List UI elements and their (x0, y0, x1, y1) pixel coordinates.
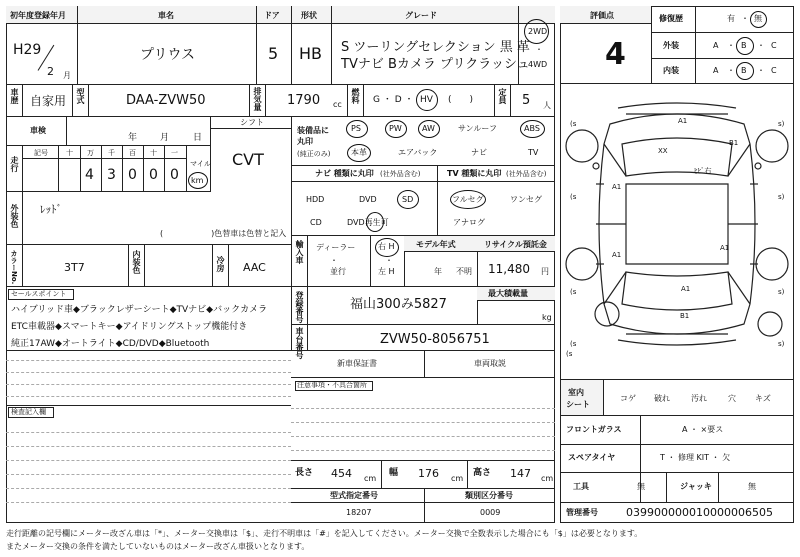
grade-line2: TVナビ Bカメラ プリクラッシュ (341, 57, 530, 72)
diagram-s-label: (s (570, 120, 577, 128)
car-diagram (560, 84, 794, 379)
type-no-value: 18207 (346, 508, 372, 517)
damage-mark: XX (658, 147, 668, 155)
car-name: プリウス (140, 47, 196, 63)
jack-label: ジャッキ (680, 482, 712, 491)
shape-label: 形状 (301, 11, 317, 20)
tools-label: 工具 (573, 482, 589, 491)
reg-month-unit: 月 (63, 71, 71, 80)
height-value: 147 (510, 467, 531, 480)
inspector-label: 検査記入欄 (11, 408, 46, 416)
width-label: 幅 (389, 468, 399, 478)
tv-oneseg: ワンセグ (510, 195, 542, 204)
seat-label-1: 室内 (568, 388, 584, 397)
mileage-digit: 3 (107, 167, 116, 183)
notes-label: 注意事項・不具合箇所 (297, 381, 367, 389)
footer-line: 走行距離の記号欄にメーター改ざん車は「*」、メーター交換車は「$」、走行不明車は「#」を記入してください。メーター交換で全数表示した場合にも「$」は必要となります。 (6, 529, 643, 538)
model-label: 型式 (76, 88, 85, 104)
footer-line: またメーター交換の条件を満たしていないものはメーター改ざん車扱いとなります。 (6, 542, 310, 551)
interior-color-label: 内装色 (132, 250, 141, 274)
height-label: 高さ (473, 468, 492, 478)
model-year-value: 不明 (456, 267, 472, 276)
sales-point-line: 純正17AW◆オートライト◆CD/DVD◆Bluetooth (11, 339, 210, 349)
tv-label: TV 種類に丸印 (447, 169, 502, 178)
spare-tire-label: スペアタイヤ (568, 453, 616, 462)
chassis-label: 車台番号 (295, 327, 304, 359)
era-year: H29 (13, 42, 42, 58)
equip-abs: ABS (524, 124, 540, 133)
class-no-value: 0009 (480, 508, 501, 517)
color-no-value: 3T7 (64, 261, 85, 274)
mileage-digit: 0 (128, 167, 137, 183)
repair-label: 修復歴 (659, 14, 683, 23)
ac-value: AAC (243, 261, 266, 274)
equip-navi: ナビ (471, 148, 487, 157)
reg-month: 2 (47, 65, 54, 78)
fuel-options: G ・ D ・ (373, 95, 414, 105)
damage-mark: ﾋﾋﾞ右 (694, 167, 712, 175)
usage-label: 車歴 (10, 88, 19, 104)
capacity-value: 5 (522, 93, 531, 108)
registration-value: 福山300み5827 (350, 297, 447, 312)
tools-value: 無 (637, 482, 645, 491)
length-label: 長さ (295, 468, 314, 478)
class-no-label: 類別区分番号 (465, 491, 513, 500)
damage-mark: A1 (678, 117, 688, 125)
tv-analog: アナログ (453, 218, 485, 227)
car-name-label: 車名 (158, 11, 174, 20)
sales-point-line: ETC車載器◆スマートキー◆アイドリングストップ機能付き (11, 322, 248, 332)
doors-label: ドア (264, 11, 280, 20)
drive-4wd: 4WD (528, 60, 548, 69)
jack-value: 無 (748, 482, 756, 491)
right-hand: 右 H (378, 242, 395, 251)
damage-mark: A1 (720, 244, 730, 252)
sales-point-line: ハイブリッド車◆ブラックレザーシート◆TVナビ◆バックカメラ (11, 305, 268, 315)
score-value: 4 (605, 37, 626, 72)
max-load-label: 最大積載量 (488, 289, 528, 298)
windshield-options: A ・ ×要ス (682, 425, 724, 434)
svg-text:(s: (s (566, 350, 573, 358)
inspection-label: 車検 (30, 126, 46, 135)
chassis-value: ZVW50-8056751 (380, 332, 490, 347)
mileage-digit: 0 (170, 167, 179, 183)
shape-value: HB (299, 44, 323, 63)
svg-text:s): s) (778, 193, 785, 201)
tv-fullseg: フルセグ (452, 195, 484, 204)
import-label: 輸入車 (295, 240, 304, 264)
svg-text:s): s) (778, 288, 785, 296)
svg-text:(s: (s (570, 193, 577, 201)
doors-value: 5 (268, 44, 279, 63)
svg-text:s): s) (778, 340, 785, 348)
equip-sunroof: サンルーフ (458, 124, 497, 133)
navi-label: ナビ 種類に丸印 (315, 169, 374, 178)
ac-label: 冷房 (216, 256, 225, 272)
navi-sd: SD (402, 195, 414, 204)
mgmt-label: 管理番号 (566, 508, 598, 517)
shift-value: CVT (232, 150, 264, 169)
equip-leather: 本革 (351, 148, 367, 157)
mileage-digit: 4 (85, 167, 94, 183)
grade-line1: S ツーリングセレクション 黒 革 (341, 40, 530, 55)
capacity-label: 定員 (498, 88, 507, 104)
model-year-label: モデル年式 (416, 240, 456, 249)
navi-dvd: DVD (359, 195, 377, 204)
damage-mark: B1 (680, 312, 690, 320)
registration-label: 登録番号 (295, 291, 304, 323)
equipment-sub: (純正のみ) (297, 150, 331, 158)
svg-text:s): s) (778, 120, 785, 128)
grade-label: グレード (405, 11, 437, 20)
color-no-label: カラーNo. (10, 250, 18, 285)
svg-text:(s: (s (570, 288, 577, 296)
equipment-label-2: 丸印 (297, 137, 313, 146)
displacement-value: 1790 (287, 93, 321, 108)
navi-dvd-play: DVD再生可 (347, 218, 389, 227)
mileage-label: 走行 (10, 156, 19, 172)
equip-pw: PW (389, 124, 402, 133)
length-value: 454 (331, 467, 352, 480)
shift-label: シフト (240, 118, 264, 127)
equip-airbag: エアバック (398, 148, 438, 157)
usage-value: 自家用 (30, 94, 67, 108)
width-value: 176 (418, 467, 439, 480)
interior-label: 内装 (663, 66, 679, 75)
equip-tv: TV (528, 148, 539, 157)
mgmt-value: 039900000010000006505 (626, 506, 773, 519)
mileage-digit: 0 (149, 167, 158, 183)
damage-mark: A1 (612, 183, 622, 191)
doc-manual: 車両取説 (474, 359, 506, 368)
svg-text:(s: (s (570, 340, 577, 348)
sales-point-label: セールスポイント (11, 290, 67, 298)
equip-ps: PS (351, 124, 361, 133)
left-hand: 左 H (378, 267, 395, 276)
damage-mark: A1 (612, 251, 622, 259)
fuel-hv: HV (420, 95, 433, 105)
exterior-label: 外装 (663, 41, 679, 50)
doc-warranty: 新車保証書 (337, 359, 377, 368)
type-no-label: 型式指定番号 (330, 491, 378, 500)
color-label: 外装色 (10, 204, 19, 228)
recycle-value: 11,480 (488, 262, 530, 276)
color-value: ﾚｯﾄﾞ (40, 203, 62, 216)
spare-tire-options: T ・ 修理 KIT ・ 欠 (660, 453, 731, 462)
equip-aw: AW (422, 124, 435, 133)
windshield-label: フロントガラス (566, 425, 622, 434)
damage-mark: B1 (729, 139, 739, 147)
equipment-label-1: 装備品に (297, 126, 329, 135)
first-reg-label: 初年度登録年月 (10, 11, 66, 20)
drive-2wd: 2WD (528, 27, 548, 36)
fuel-label: 燃料 (351, 88, 360, 104)
seat-label-2: シート (566, 400, 590, 409)
navi-cd: CD (310, 218, 322, 227)
damage-mark: A1 (681, 285, 691, 293)
displacement-label: 排気量 (253, 87, 262, 111)
color-note: ( )色替車は色替と記入 (160, 229, 287, 238)
model-value: DAA-ZVW50 (126, 93, 206, 108)
score-label: 評価点 (590, 11, 614, 20)
recycle-label: リサイクル預託金 (484, 240, 547, 249)
navi-hdd: HDD (306, 195, 325, 204)
